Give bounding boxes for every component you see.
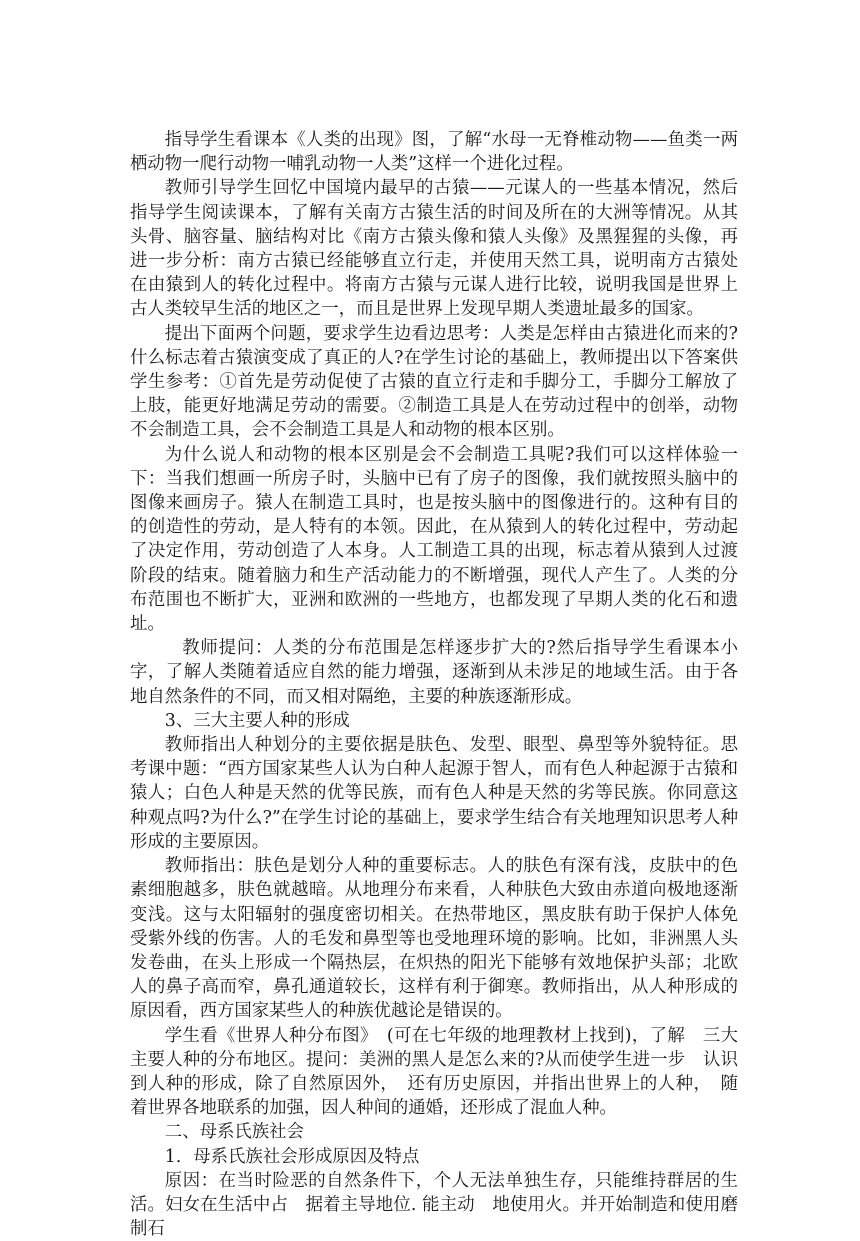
paragraph-race-criteria: 教师指出人种划分的主要依据是肤色、发型、眼型、鼻型等外貌特征。思考课中题：“西方国家某些人认为白种人起源于智人，而有色人种起源于古猿和猿人；白色人种是天然的优等民族，而有色人种是天然的劣等民族。你同意这种观点吗?为什么?”在学生讨论的基础上，要求学生结合有关地理知识思考人种形成的主要原因。 <box>130 735 738 852</box>
paragraph-evolution-chart: 指导学生看课本《人类的出现》图，了解“水母一无脊椎动物——鱼类一两栖动物一爬行动物一哺乳动物一人类”这样一个进化过程。 <box>130 130 738 175</box>
paragraph-race-map: 学生看《世界人种分布图》 (可在七年级的地理教材上找到)，了解 三大主要人种的分布地区。提问：美洲的黑人是怎么来的?从而使学生进一步 认识到人种的形成，除了自然原因外， 还有历史原因，并指出世界上的人种， 随着世界各地联系的加强，因人种间的通婚，还形成了混血人种。 <box>130 1025 738 1119</box>
paragraph-two-questions: 提出下面两个问题，要求学生边看边思考：人类是怎样由古猿进化而来的?什么标志着古猿演变成了真正的人?在学生讨论的基础上，教师提出以下答案供学生参考：①首先是劳动促使了古猿的直立行走和手脚分工，手脚分工解放了上肢，能更好地满足劳动的需要。②制造工具是人在劳动过程中的创举，动物不会制造工具，会不会制造工具是人和动物的根本区别。 <box>130 323 738 441</box>
paragraph-skin-color: 教师指出：肤色是划分人种的重要标志。人的肤色有深有浅，皮肤中的色素细胞越多，肤色就越暗。从地理分布来看，人种肤色大致由赤道向极地逐渐变浅。这与太阳辐射的强度密切相关。在热带地区，黑皮肤有助于保护人体免受紫外线的伤害。人的毛发和鼻型等也受地理环境的影响。比如，非洲黑人头发卷曲，在头上形成一个隔热层，在炽热的阳光下能够有效地保护头部；北欧人的鼻子高而窄，鼻孔通道较长，这样有利于御寒。教师指出，从人种形成的原因看，西方国家某些人的种族优越论是错误的。 <box>130 856 738 1022</box>
paragraph-distribution-question: 教师提问：人类的分布范围是怎样逐步扩大的?然后指导学生看课本小字，了解人类随着适应自然的能力增强，逐渐到从未涉足的地域生活。由于各地自然条件的不同，而又相对隔绝，主要的种族逐渐形成。 <box>130 638 738 707</box>
paragraph-southern-ape: 教师引导学生回忆中国境内最早的古猿——元谋人的一些基本情况，然后指导学生阅读课本，了解有关南方古猿生活的时间及所在的大洲等情况。从其头骨、脑容量、脑结构对比《南方古猿头像和猿人头像》及黑猩猩的头像，再进一步分析：南方古猿已经能够直立行走，并使用天然工具，说明南方古猿处在由猿到人的转化过程中。将南方古猿与元谋人进行比较，说明我国是世界上古人类较早生活的地区之一，而且是世界上发现早期人类遗址最多的国家。 <box>130 178 738 320</box>
section-heading-three-races: 3、三大主要人种的形成 <box>164 710 350 731</box>
paragraph-tool-making: 为什么说人和动物的根本区别是会不会制造工具呢?我们可以这样体验一下：当我们想画一所房子时，头脑中已有了房子的图像，我们就按照头脑中的图像来画房子。猿人在制造工具时，也是按头脑中的图像进行的。这种有目的的创造性的劳动，是人特有的本领。因此，在从猿到人的转化过程中，劳动起了决定作用，劳动创造了人本身。人工制造工具的出现，标志着从猿到人过渡阶段的结束。随着脑力和生产活动能力的不断增强，现代人产生了。人类的分布范围也不断扩大，亚洲和欧洲的一些地方，也都发现了早期人类的化石和遗址。 <box>130 444 738 635</box>
paragraph-causes: 原因：在当时险恶的自然条件下，个人无法单独生存，只能维持群居的生活。妇女在生活中占 据着主导地位. 能主动 地使用火。并开始制造和使用磨制石 <box>130 1170 738 1240</box>
section-heading-matriarchal: 二、母系氏族社会 <box>164 1122 304 1143</box>
subheading-causes-features: 1．母系氏族社会形成原因及特点 <box>164 1146 420 1167</box>
document-body <box>130 128 738 1241</box>
